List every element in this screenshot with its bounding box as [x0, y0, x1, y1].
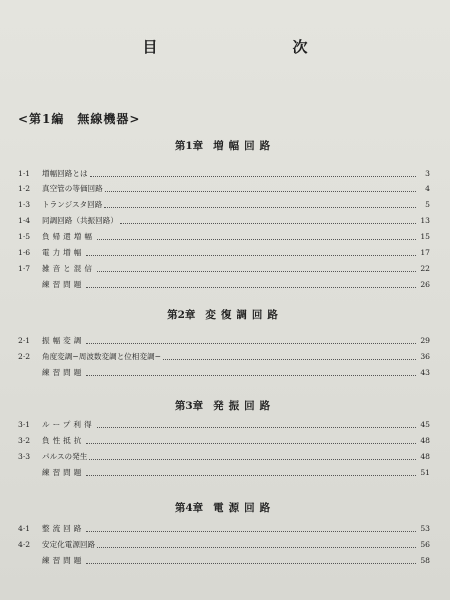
chapter-heading: [0, 138, 450, 153]
part-heading: <第1編 無線機器>: [18, 112, 141, 126]
page-number: 26: [420, 280, 430, 289]
page-number: 48: [420, 452, 430, 461]
page-number: 48: [420, 436, 430, 445]
toc-entry: [18, 182, 430, 195]
page-number: 4: [425, 184, 430, 193]
toc-entry: [18, 278, 430, 291]
chapter-number: 第2章: [167, 309, 196, 321]
toc-entry: [18, 214, 430, 227]
page-number: 22: [420, 264, 430, 273]
toc-entry: [18, 554, 430, 567]
section-title: 増幅回路とは: [42, 169, 88, 178]
chapter-heading: [0, 500, 450, 515]
toc-entry: [18, 262, 430, 275]
section-title: 電力増幅: [42, 248, 85, 257]
page-number: 56: [420, 540, 430, 549]
page-number: 13: [420, 216, 430, 225]
toc-entry: [18, 334, 430, 347]
dot-leader: [86, 374, 416, 376]
toc-entry: [18, 522, 430, 535]
section-number: 3·3: [18, 452, 31, 461]
section-number: 2·1: [18, 336, 31, 345]
dot-leader: [86, 562, 416, 564]
section-title: 雑音と混信: [42, 264, 95, 273]
section-title: 真空管の等価回路: [42, 184, 103, 193]
dot-leader: [105, 190, 416, 192]
toc-entry: [18, 418, 430, 431]
section-title: 負帰還増幅: [42, 232, 95, 241]
dot-leader: [86, 286, 416, 288]
section-number: 1·7: [18, 264, 31, 273]
page-number: 43: [420, 368, 430, 377]
toc-entry: [18, 450, 430, 463]
page-title: 目 次: [142, 38, 368, 56]
section-title: 練習問題: [42, 368, 85, 377]
section-number: 4·1: [18, 524, 31, 533]
chapter-title: 変復調回路: [205, 309, 283, 321]
section-title: トランジスタ回路: [42, 200, 103, 209]
toc-entry: [18, 246, 430, 259]
toc-entry: [18, 230, 430, 243]
dot-leader: [89, 458, 416, 460]
page-number: 3: [425, 169, 430, 178]
dot-leader: [120, 222, 416, 224]
page-number: 58: [420, 556, 430, 565]
chapter-number: 第1章: [174, 140, 204, 152]
section-title: 同調回路（共振回路）: [42, 216, 118, 225]
dot-leader: [104, 206, 416, 208]
section-number: 1·5: [18, 232, 31, 241]
toc-entry: [18, 466, 430, 479]
chapter-title: 発振回路: [213, 400, 276, 412]
section-title: 整流回路: [42, 524, 85, 533]
section-number: 3·1: [18, 420, 31, 429]
chapter-heading: [0, 398, 450, 413]
page-number: 45: [420, 420, 430, 429]
toc-entry: [18, 434, 430, 447]
dot-leader: [90, 175, 416, 177]
dot-leader: [97, 238, 416, 240]
section-number: 1·4: [18, 216, 31, 225]
dot-leader: [86, 530, 416, 532]
toc-entry: [18, 350, 430, 363]
section-number: 3·2: [18, 436, 31, 445]
toc-entry: [18, 366, 430, 379]
toc-entry: [18, 538, 430, 551]
chapter-number: 第3章: [174, 400, 204, 412]
section-number: 1·2: [18, 184, 31, 193]
page-number: 5: [425, 200, 430, 209]
dot-leader: [97, 426, 416, 428]
page-number: 15: [420, 232, 430, 241]
section-title: パルスの発生: [42, 452, 88, 461]
section-number: 1·1: [18, 169, 31, 178]
toc-entry: [18, 167, 430, 180]
page-number: 51: [420, 468, 430, 477]
section-number: 1·6: [18, 248, 31, 257]
section-number: 4·2: [18, 540, 31, 549]
page-number: 17: [420, 248, 430, 257]
dot-leader: [97, 546, 416, 548]
dot-leader: [86, 342, 416, 344]
section-title: 角度変調−周波数変調と位相変調−: [42, 352, 162, 361]
toc-entry: [18, 198, 430, 211]
section-title: 負性抵抗: [42, 436, 85, 445]
dot-leader: [97, 270, 416, 272]
chapter-title: 増幅回路: [213, 140, 276, 152]
chapter-title: 電源回路: [213, 502, 276, 514]
page-number: 36: [420, 352, 430, 361]
section-title: 振幅変調: [42, 336, 85, 345]
section-title: 練習問題: [42, 468, 85, 477]
section-title: ループ利得: [42, 420, 95, 429]
page-number: 29: [420, 336, 430, 345]
section-title: 練習問題: [42, 280, 85, 289]
dot-leader: [86, 254, 416, 256]
chapter-number: 第4章: [174, 502, 204, 514]
section-number: 2·2: [18, 352, 31, 361]
dot-leader: [86, 442, 416, 444]
dot-leader: [163, 358, 416, 360]
section-title: 練習問題: [42, 556, 85, 565]
page-number: 53: [420, 524, 430, 533]
dot-leader: [86, 474, 416, 476]
chapter-heading: [0, 307, 450, 322]
section-title: 安定化電源回路: [42, 540, 96, 549]
section-number: 1·3: [18, 200, 31, 209]
